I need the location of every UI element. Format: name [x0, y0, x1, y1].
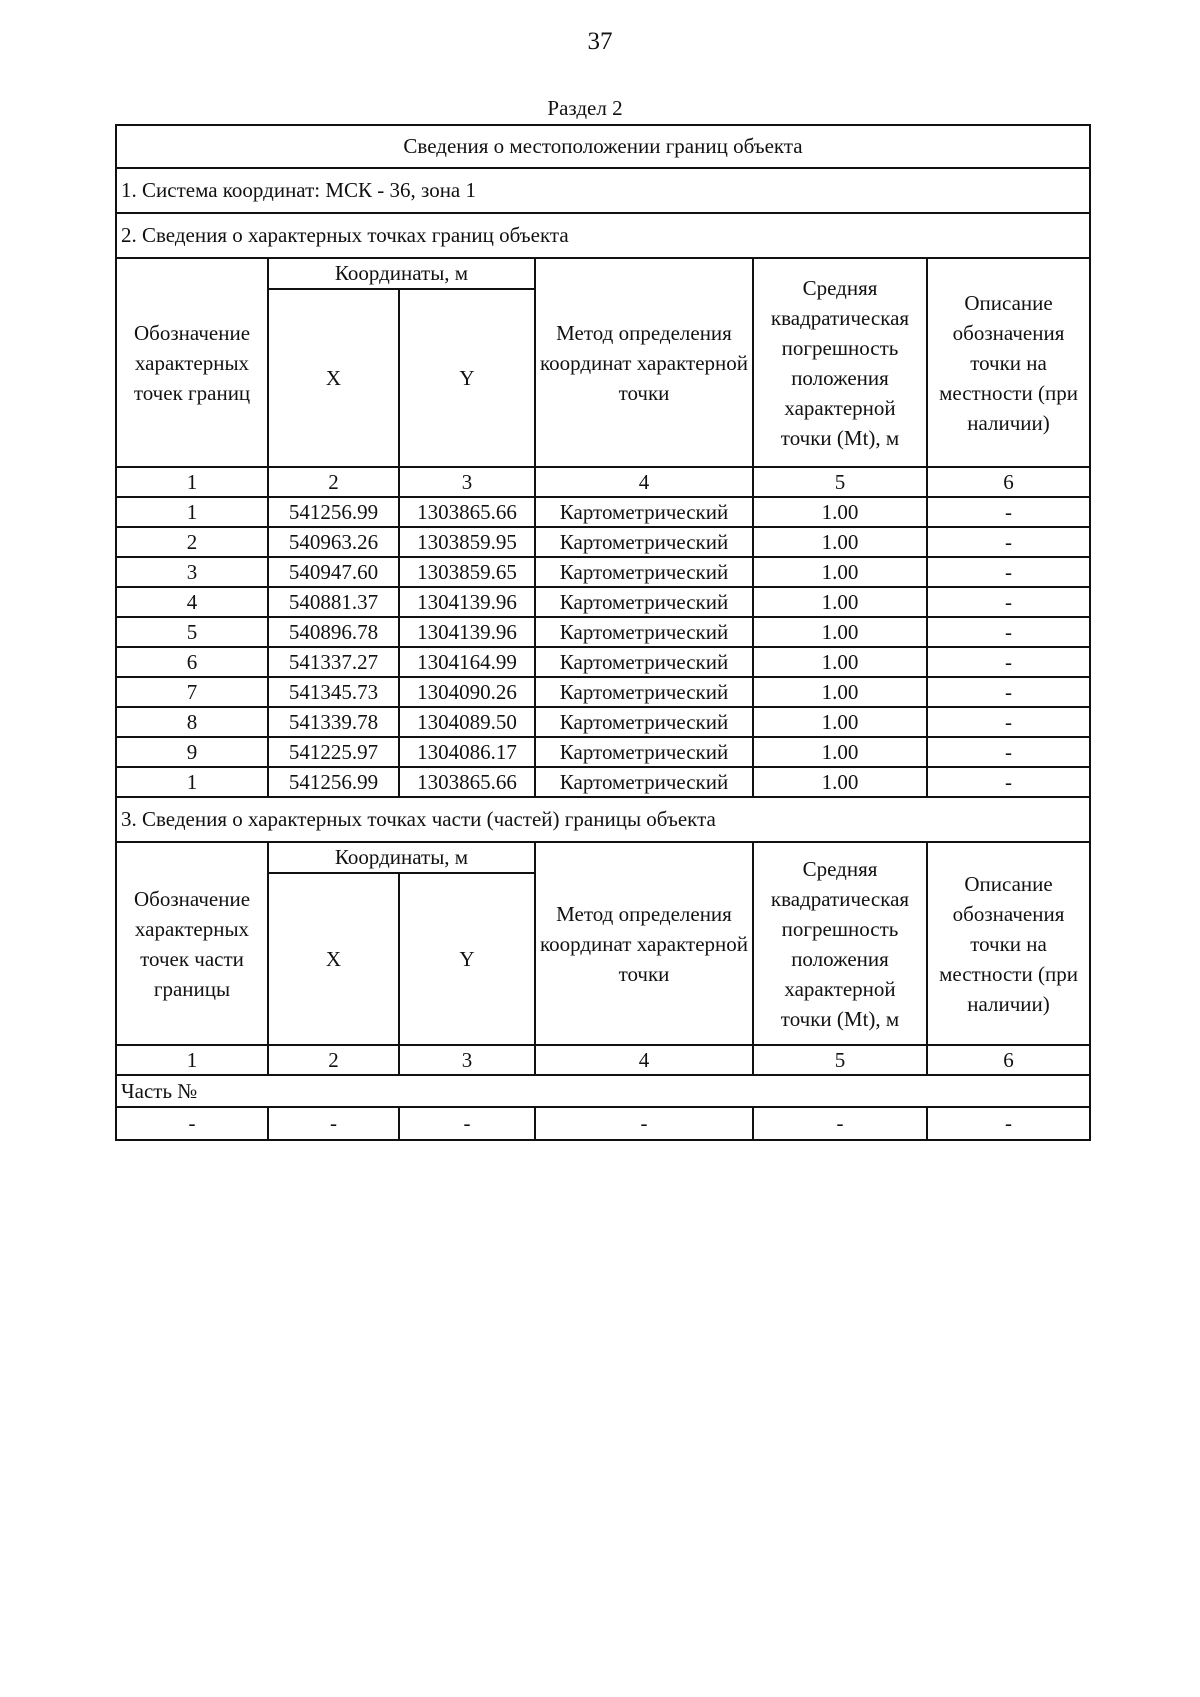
- cell-y: 1303859.95: [399, 527, 535, 557]
- part-cell: -: [116, 1107, 268, 1140]
- cell-accuracy: 1.00: [753, 707, 927, 737]
- cell-accuracy: 1.00: [753, 587, 927, 617]
- cell-accuracy: 1.00: [753, 767, 927, 797]
- cell-point: 1: [116, 767, 268, 797]
- cell-y: 1304086.17: [399, 737, 535, 767]
- cell-accuracy: 1.00: [753, 677, 927, 707]
- cell-y: 1304090.26: [399, 677, 535, 707]
- cell-description: -: [927, 497, 1090, 527]
- table-row: [116, 527, 1090, 557]
- cell-description: -: [927, 767, 1090, 797]
- page-number: 37: [587, 28, 613, 55]
- cell-y: 1304139.96: [399, 587, 535, 617]
- cell-point: 7: [116, 677, 268, 707]
- part-column-numbers-row: [116, 1045, 1090, 1075]
- cell-x: 541256.99: [268, 767, 399, 797]
- column-number: 2: [268, 467, 399, 497]
- cell-method: Картометрический: [535, 647, 753, 677]
- part-header-x: X: [268, 873, 399, 1045]
- cell-description: -: [927, 677, 1090, 707]
- cell-x: 541337.27: [268, 647, 399, 677]
- column-number: 6: [927, 467, 1090, 497]
- part-header-method: Метод определения координат характерной точки: [535, 842, 753, 1045]
- header-description: Описание обозначения точки на местности (при наличии): [927, 258, 1090, 467]
- column-number: 3: [399, 467, 535, 497]
- header-method: Метод определения координат характерной точки: [535, 258, 753, 467]
- cell-accuracy: 1.00: [753, 737, 927, 767]
- part-label: Часть №: [116, 1075, 1090, 1107]
- cell-description: -: [927, 647, 1090, 677]
- cell-accuracy: 1.00: [753, 527, 927, 557]
- cell-point: 2: [116, 527, 268, 557]
- column-number: 1: [116, 467, 268, 497]
- cell-x: 540881.37: [268, 587, 399, 617]
- boundary-table: [115, 124, 1091, 1141]
- cell-x: 540963.26: [268, 527, 399, 557]
- cell-point: 4: [116, 587, 268, 617]
- cell-description: -: [927, 617, 1090, 647]
- cell-y: 1303859.65: [399, 557, 535, 587]
- table-row: [116, 557, 1090, 587]
- cell-point: 9: [116, 737, 268, 767]
- cell-description: -: [927, 587, 1090, 617]
- cell-y: 1303865.66: [399, 767, 535, 797]
- column-number: 2: [268, 1045, 399, 1075]
- part-cell: -: [753, 1107, 927, 1140]
- cell-method: Картометрический: [535, 587, 753, 617]
- header-accuracy: Средняя квадратическая погрешность положения характерной точки (Mt), м: [753, 258, 927, 467]
- table-row: [116, 767, 1090, 797]
- cell-description: -: [927, 557, 1090, 587]
- part-header-description: Описание обозначения точки на местности (при наличии): [927, 842, 1090, 1045]
- cell-method: Картометрический: [535, 527, 753, 557]
- cell-point: 3: [116, 557, 268, 587]
- header-y: Y: [399, 289, 535, 467]
- column-number: 3: [399, 1045, 535, 1075]
- cell-accuracy: 1.00: [753, 647, 927, 677]
- cell-method: Картометрический: [535, 557, 753, 587]
- part-header-accuracy: Средняя квадратическая погрешность положения характерной точки (Mt), м: [753, 842, 927, 1045]
- section-title: Раздел 2: [547, 96, 623, 120]
- cell-accuracy: 1.00: [753, 617, 927, 647]
- column-number: 4: [535, 1045, 753, 1075]
- column-number: 6: [927, 1045, 1090, 1075]
- part-cell: -: [535, 1107, 753, 1140]
- cell-description: -: [927, 527, 1090, 557]
- header-x: X: [268, 289, 399, 467]
- cell-point: 6: [116, 647, 268, 677]
- column-number: 5: [753, 467, 927, 497]
- table-row: [116, 707, 1090, 737]
- part-header-y: Y: [399, 873, 535, 1045]
- cell-y: 1304164.99: [399, 647, 535, 677]
- cell-x: 540947.60: [268, 557, 399, 587]
- part-row: [116, 1107, 1090, 1140]
- part-points-heading: 3. Сведения о характерных точках части (частей) границы объекта: [116, 797, 1090, 842]
- part-cell: -: [399, 1107, 535, 1140]
- cell-method: Картометрический: [535, 677, 753, 707]
- table-title: Сведения о местоположении границ объекта: [116, 125, 1090, 168]
- cell-method: Картометрический: [535, 767, 753, 797]
- column-number: 5: [753, 1045, 927, 1075]
- cell-description: -: [927, 737, 1090, 767]
- boundary-points-heading: 2. Сведения о характерных точках границ объекта: [116, 213, 1090, 258]
- table-row: [116, 587, 1090, 617]
- cell-x: 541225.97: [268, 737, 399, 767]
- table-row: [116, 737, 1090, 767]
- header-coordinates: Координаты, м: [268, 258, 535, 289]
- table-row: [116, 497, 1090, 527]
- part-cell: -: [268, 1107, 399, 1140]
- column-number: 1: [116, 1045, 268, 1075]
- cell-method: Картометрический: [535, 617, 753, 647]
- column-numbers-row: [116, 467, 1090, 497]
- table-row: [116, 617, 1090, 647]
- part-cell: -: [927, 1107, 1090, 1140]
- table-row: [116, 647, 1090, 677]
- cell-point: 1: [116, 497, 268, 527]
- cell-description: -: [927, 707, 1090, 737]
- cell-point: 8: [116, 707, 268, 737]
- cell-point: 5: [116, 617, 268, 647]
- header-point: Обозначение характерных точек границ: [116, 258, 268, 467]
- column-number: 4: [535, 467, 753, 497]
- cell-y: 1304139.96: [399, 617, 535, 647]
- cell-y: 1303865.66: [399, 497, 535, 527]
- table-row: [116, 677, 1090, 707]
- cell-x: 541339.78: [268, 707, 399, 737]
- cell-accuracy: 1.00: [753, 557, 927, 587]
- cell-x: 541256.99: [268, 497, 399, 527]
- cell-method: Картометрический: [535, 497, 753, 527]
- cell-method: Картометрический: [535, 707, 753, 737]
- cell-x: 541345.73: [268, 677, 399, 707]
- part-header-point: Обозначение характерных точек части границы: [116, 842, 268, 1045]
- cell-method: Картометрический: [535, 737, 753, 767]
- cell-y: 1304089.50: [399, 707, 535, 737]
- coordinate-system: 1. Система координат: МСК - 36, зона 1: [116, 168, 1090, 213]
- cell-x: 540896.78: [268, 617, 399, 647]
- part-header-coordinates: Координаты, м: [268, 842, 535, 873]
- cell-accuracy: 1.00: [753, 497, 927, 527]
